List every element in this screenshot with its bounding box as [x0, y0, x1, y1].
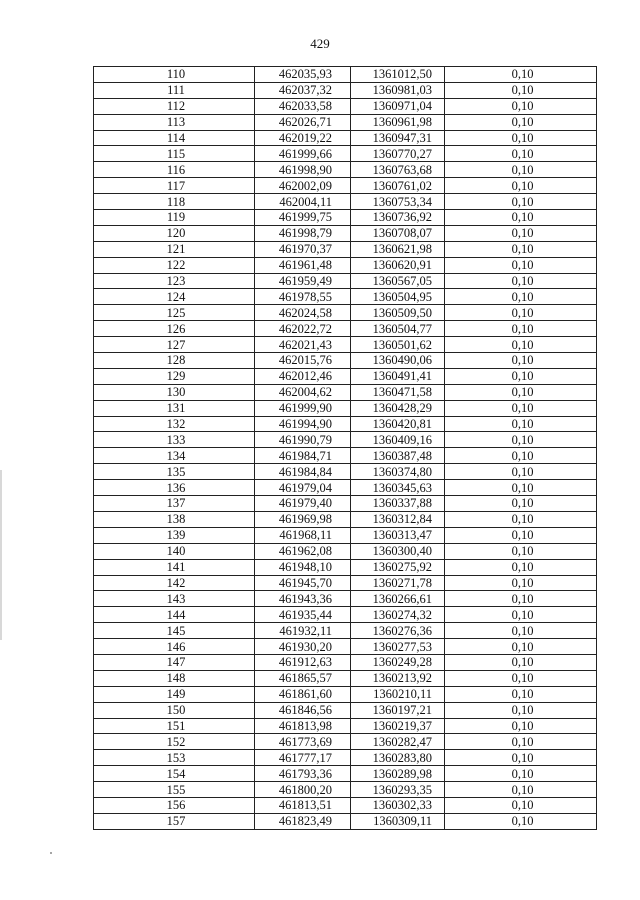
table-row [94, 559, 597, 575]
point-number-cell: 130 [94, 384, 255, 400]
y-coordinate-cell: 1360491,41 [351, 368, 445, 384]
y-coordinate-cell: 1360374,80 [351, 464, 445, 480]
accuracy-cell: 0,10 [445, 527, 597, 543]
point-number-cell: 131 [94, 400, 255, 416]
x-coordinate-cell: 462002,09 [255, 178, 351, 194]
table-row [94, 225, 597, 241]
accuracy-cell: 0,10 [445, 162, 597, 178]
point-number-cell: 111 [94, 82, 255, 98]
x-coordinate-cell: 461777,17 [255, 750, 351, 766]
y-coordinate-cell: 1360283,80 [351, 750, 445, 766]
point-number-cell: 135 [94, 464, 255, 480]
y-coordinate-cell: 1360428,29 [351, 400, 445, 416]
x-coordinate-cell: 461773,69 [255, 734, 351, 750]
y-coordinate-cell: 1360763,68 [351, 162, 445, 178]
table-row [94, 416, 597, 432]
accuracy-cell: 0,10 [445, 257, 597, 273]
accuracy-cell: 0,10 [445, 146, 597, 162]
accuracy-cell: 0,10 [445, 782, 597, 798]
point-number-cell: 139 [94, 527, 255, 543]
point-number-cell: 147 [94, 654, 255, 670]
point-number-cell: 122 [94, 257, 255, 273]
x-coordinate-cell: 461979,04 [255, 480, 351, 496]
accuracy-cell: 0,10 [445, 591, 597, 607]
accuracy-cell: 0,10 [445, 511, 597, 527]
x-coordinate-cell: 461961,48 [255, 257, 351, 273]
x-coordinate-cell: 462024,58 [255, 305, 351, 321]
x-coordinate-cell: 461999,75 [255, 210, 351, 226]
accuracy-cell: 0,10 [445, 194, 597, 210]
x-coordinate-cell: 461813,51 [255, 797, 351, 813]
table-row [94, 511, 597, 527]
table-row [94, 797, 597, 813]
point-number-cell: 156 [94, 797, 255, 813]
x-coordinate-cell: 461932,11 [255, 623, 351, 639]
point-number-cell: 114 [94, 130, 255, 146]
y-coordinate-cell: 1360197,21 [351, 702, 445, 718]
y-coordinate-cell: 1360621,98 [351, 241, 445, 257]
coordinates-table [93, 66, 597, 830]
accuracy-cell: 0,10 [445, 273, 597, 289]
point-number-cell: 149 [94, 686, 255, 702]
point-number-cell: 116 [94, 162, 255, 178]
y-coordinate-cell: 1360275,92 [351, 559, 445, 575]
x-coordinate-cell: 461935,44 [255, 607, 351, 623]
x-coordinate-cell: 462035,93 [255, 67, 351, 83]
y-coordinate-cell: 1360971,04 [351, 98, 445, 114]
accuracy-cell: 0,10 [445, 368, 597, 384]
point-number-cell: 148 [94, 670, 255, 686]
accuracy-cell: 0,10 [445, 559, 597, 575]
accuracy-cell: 0,10 [445, 210, 597, 226]
table-row [94, 480, 597, 496]
y-coordinate-cell: 1360501,62 [351, 337, 445, 353]
scan-edge-shadow [0, 0, 2, 900]
x-coordinate-cell: 462004,11 [255, 194, 351, 210]
y-coordinate-cell: 1360289,98 [351, 766, 445, 782]
accuracy-cell: 0,10 [445, 432, 597, 448]
point-number-cell: 110 [94, 67, 255, 83]
y-coordinate-cell: 1360753,34 [351, 194, 445, 210]
table-row [94, 241, 597, 257]
accuracy-cell: 0,10 [445, 384, 597, 400]
accuracy-cell: 0,10 [445, 289, 597, 305]
y-coordinate-cell: 1360471,58 [351, 384, 445, 400]
table-row [94, 527, 597, 543]
x-coordinate-cell: 461945,70 [255, 575, 351, 591]
y-coordinate-cell: 1360302,33 [351, 797, 445, 813]
accuracy-cell: 0,10 [445, 130, 597, 146]
y-coordinate-cell: 1360770,27 [351, 146, 445, 162]
y-coordinate-cell: 1360213,92 [351, 670, 445, 686]
accuracy-cell: 0,10 [445, 82, 597, 98]
x-coordinate-cell: 461800,20 [255, 782, 351, 798]
accuracy-cell: 0,10 [445, 813, 597, 829]
x-coordinate-cell: 462019,22 [255, 130, 351, 146]
accuracy-cell: 0,10 [445, 337, 597, 353]
x-coordinate-cell: 462033,58 [255, 98, 351, 114]
x-coordinate-cell: 461968,11 [255, 527, 351, 543]
y-coordinate-cell: 1360387,48 [351, 448, 445, 464]
accuracy-cell: 0,10 [445, 766, 597, 782]
y-coordinate-cell: 1360276,36 [351, 623, 445, 639]
point-number-cell: 153 [94, 750, 255, 766]
table-row [94, 130, 597, 146]
accuracy-cell: 0,10 [445, 686, 597, 702]
x-coordinate-cell: 461999,90 [255, 400, 351, 416]
point-number-cell: 118 [94, 194, 255, 210]
table-row [94, 607, 597, 623]
point-number-cell: 133 [94, 432, 255, 448]
y-coordinate-cell: 1360266,61 [351, 591, 445, 607]
table-row [94, 194, 597, 210]
table-row [94, 257, 597, 273]
y-coordinate-cell: 1360300,40 [351, 543, 445, 559]
point-number-cell: 128 [94, 353, 255, 369]
point-number-cell: 143 [94, 591, 255, 607]
point-number-cell: 124 [94, 289, 255, 305]
y-coordinate-cell: 1360293,35 [351, 782, 445, 798]
y-coordinate-cell: 1360490,06 [351, 353, 445, 369]
point-number-cell: 126 [94, 321, 255, 337]
point-number-cell: 134 [94, 448, 255, 464]
table-row [94, 82, 597, 98]
y-coordinate-cell: 1360736,92 [351, 210, 445, 226]
table-row [94, 98, 597, 114]
y-coordinate-cell: 1360249,28 [351, 654, 445, 670]
x-coordinate-cell: 461969,98 [255, 511, 351, 527]
table-row [94, 464, 597, 480]
y-coordinate-cell: 1360282,47 [351, 734, 445, 750]
table-row [94, 321, 597, 337]
x-coordinate-cell: 462037,32 [255, 82, 351, 98]
point-number-cell: 113 [94, 114, 255, 130]
accuracy-cell: 0,10 [445, 734, 597, 750]
accuracy-cell: 0,10 [445, 623, 597, 639]
x-coordinate-cell: 461990,79 [255, 432, 351, 448]
point-number-cell: 154 [94, 766, 255, 782]
table-row [94, 146, 597, 162]
y-coordinate-cell: 1360313,47 [351, 527, 445, 543]
y-coordinate-cell: 1360409,16 [351, 432, 445, 448]
y-coordinate-cell: 1360947,31 [351, 130, 445, 146]
table-row [94, 654, 597, 670]
x-coordinate-cell: 461930,20 [255, 639, 351, 655]
x-coordinate-cell: 461943,36 [255, 591, 351, 607]
accuracy-cell: 0,10 [445, 241, 597, 257]
x-coordinate-cell: 461962,08 [255, 543, 351, 559]
y-coordinate-cell: 1360981,03 [351, 82, 445, 98]
table-row [94, 670, 597, 686]
accuracy-cell: 0,10 [445, 416, 597, 432]
point-number-cell: 120 [94, 225, 255, 241]
x-coordinate-cell: 461970,37 [255, 241, 351, 257]
scan-speck [50, 852, 52, 854]
x-coordinate-cell: 461823,49 [255, 813, 351, 829]
table-row [94, 702, 597, 718]
accuracy-cell: 0,10 [445, 797, 597, 813]
point-number-cell: 140 [94, 543, 255, 559]
accuracy-cell: 0,10 [445, 305, 597, 321]
table-row [94, 210, 597, 226]
x-coordinate-cell: 461912,63 [255, 654, 351, 670]
point-number-cell: 138 [94, 511, 255, 527]
accuracy-cell: 0,10 [445, 225, 597, 241]
x-coordinate-cell: 461998,90 [255, 162, 351, 178]
x-coordinate-cell: 462015,76 [255, 353, 351, 369]
point-number-cell: 142 [94, 575, 255, 591]
accuracy-cell: 0,10 [445, 67, 597, 83]
accuracy-cell: 0,10 [445, 670, 597, 686]
y-coordinate-cell: 1360509,50 [351, 305, 445, 321]
page-number: 429 [310, 36, 330, 51]
accuracy-cell: 0,10 [445, 321, 597, 337]
y-coordinate-cell: 1360708,07 [351, 225, 445, 241]
table-row [94, 384, 597, 400]
table-row [94, 353, 597, 369]
point-number-cell: 119 [94, 210, 255, 226]
table-row [94, 543, 597, 559]
accuracy-cell: 0,10 [445, 400, 597, 416]
y-coordinate-cell: 1360210,11 [351, 686, 445, 702]
y-coordinate-cell: 1360420,81 [351, 416, 445, 432]
x-coordinate-cell: 461813,98 [255, 718, 351, 734]
x-coordinate-cell: 462026,71 [255, 114, 351, 130]
x-coordinate-cell: 461861,60 [255, 686, 351, 702]
x-coordinate-cell: 461999,66 [255, 146, 351, 162]
table-row [94, 178, 597, 194]
point-number-cell: 152 [94, 734, 255, 750]
x-coordinate-cell: 461846,56 [255, 702, 351, 718]
y-coordinate-cell: 1360761,02 [351, 178, 445, 194]
y-coordinate-cell: 1360504,77 [351, 321, 445, 337]
accuracy-cell: 0,10 [445, 114, 597, 130]
y-coordinate-cell: 1360271,78 [351, 575, 445, 591]
point-number-cell: 151 [94, 718, 255, 734]
y-coordinate-cell: 1360504,95 [351, 289, 445, 305]
table-row [94, 114, 597, 130]
accuracy-cell: 0,10 [445, 575, 597, 591]
accuracy-cell: 0,10 [445, 607, 597, 623]
point-number-cell: 144 [94, 607, 255, 623]
point-number-cell: 115 [94, 146, 255, 162]
coordinates-table-body [94, 67, 597, 830]
y-coordinate-cell: 1360961,98 [351, 114, 445, 130]
table-row [94, 639, 597, 655]
table-row [94, 766, 597, 782]
y-coordinate-cell: 1360274,32 [351, 607, 445, 623]
x-coordinate-cell: 461994,90 [255, 416, 351, 432]
x-coordinate-cell: 461979,40 [255, 496, 351, 512]
y-coordinate-cell: 1360345,63 [351, 480, 445, 496]
x-coordinate-cell: 461865,57 [255, 670, 351, 686]
x-coordinate-cell: 462021,43 [255, 337, 351, 353]
point-number-cell: 123 [94, 273, 255, 289]
accuracy-cell: 0,10 [445, 496, 597, 512]
accuracy-cell: 0,10 [445, 718, 597, 734]
table-row [94, 400, 597, 416]
table-row [94, 273, 597, 289]
y-coordinate-cell: 1360620,91 [351, 257, 445, 273]
x-coordinate-cell: 461984,71 [255, 448, 351, 464]
table-row [94, 591, 597, 607]
table-row [94, 432, 597, 448]
accuracy-cell: 0,10 [445, 654, 597, 670]
accuracy-cell: 0,10 [445, 464, 597, 480]
accuracy-cell: 0,10 [445, 702, 597, 718]
x-coordinate-cell: 461978,55 [255, 289, 351, 305]
point-number-cell: 112 [94, 98, 255, 114]
accuracy-cell: 0,10 [445, 639, 597, 655]
accuracy-cell: 0,10 [445, 480, 597, 496]
x-coordinate-cell: 461959,49 [255, 273, 351, 289]
y-coordinate-cell: 1360567,05 [351, 273, 445, 289]
table-row [94, 686, 597, 702]
point-number-cell: 121 [94, 241, 255, 257]
y-coordinate-cell: 1360219,37 [351, 718, 445, 734]
table-row [94, 289, 597, 305]
point-number-cell: 155 [94, 782, 255, 798]
table-row [94, 782, 597, 798]
x-coordinate-cell: 462022,72 [255, 321, 351, 337]
accuracy-cell: 0,10 [445, 353, 597, 369]
x-coordinate-cell: 461998,79 [255, 225, 351, 241]
point-number-cell: 117 [94, 178, 255, 194]
x-coordinate-cell: 461793,36 [255, 766, 351, 782]
point-number-cell: 136 [94, 480, 255, 496]
point-number-cell: 141 [94, 559, 255, 575]
point-number-cell: 129 [94, 368, 255, 384]
point-number-cell: 146 [94, 639, 255, 655]
table-row [94, 305, 597, 321]
table-row [94, 718, 597, 734]
accuracy-cell: 0,10 [445, 543, 597, 559]
table-row [94, 496, 597, 512]
x-coordinate-cell: 462012,46 [255, 368, 351, 384]
accuracy-cell: 0,10 [445, 178, 597, 194]
x-coordinate-cell: 461984,84 [255, 464, 351, 480]
point-number-cell: 127 [94, 337, 255, 353]
table-row [94, 813, 597, 829]
table-row [94, 448, 597, 464]
table-row [94, 368, 597, 384]
point-number-cell: 137 [94, 496, 255, 512]
x-coordinate-cell: 462004,62 [255, 384, 351, 400]
table-row [94, 337, 597, 353]
y-coordinate-cell: 1360277,53 [351, 639, 445, 655]
point-number-cell: 157 [94, 813, 255, 829]
table-row [94, 750, 597, 766]
point-number-cell: 132 [94, 416, 255, 432]
accuracy-cell: 0,10 [445, 750, 597, 766]
point-number-cell: 125 [94, 305, 255, 321]
table-row [94, 734, 597, 750]
y-coordinate-cell: 1360312,84 [351, 511, 445, 527]
accuracy-cell: 0,10 [445, 98, 597, 114]
point-number-cell: 145 [94, 623, 255, 639]
table-row [94, 623, 597, 639]
table-row [94, 575, 597, 591]
y-coordinate-cell: 1360337,88 [351, 496, 445, 512]
table-row [94, 162, 597, 178]
y-coordinate-cell: 1361012,50 [351, 67, 445, 83]
table-row [94, 67, 597, 83]
accuracy-cell: 0,10 [445, 448, 597, 464]
y-coordinate-cell: 1360309,11 [351, 813, 445, 829]
point-number-cell: 150 [94, 702, 255, 718]
x-coordinate-cell: 461948,10 [255, 559, 351, 575]
